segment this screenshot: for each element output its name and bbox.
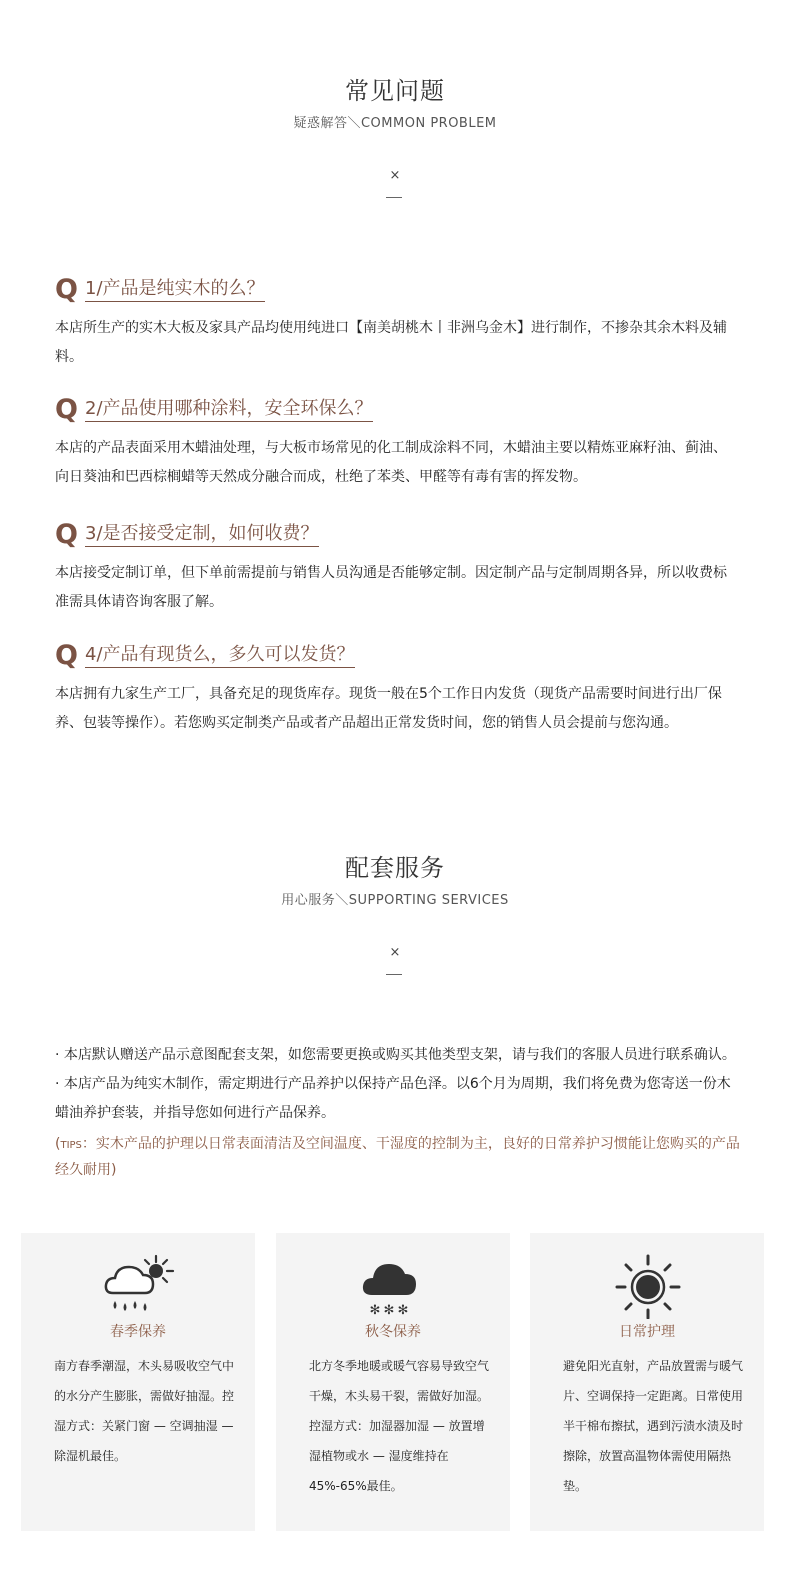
service-item-1: · 本店默认赠送产品示意图配套支架，如您需要更换或购买其他类型支架，请与我们的客服人员进行联系确认。 xyxy=(55,1047,736,1063)
card-autumn-winter-title: 秋冬保养 xyxy=(365,1324,421,1340)
q-icon: Q xyxy=(55,640,78,671)
service-list xyxy=(55,1041,740,1182)
faq-divider-line xyxy=(386,197,402,198)
card-spring-title: 春季保养 xyxy=(110,1324,166,1340)
faq-item-1 xyxy=(55,274,740,372)
faq-question-1: 1/产品是纯实木的么？ xyxy=(85,278,265,302)
faq-answer-2: 本店的产品表面采用木蜡油处理，与大板市场常见的化工制成涂料不同，木蜡油主要以精炼亚麻籽油、蓟油、向日葵油和巴西棕榈蜡等天然成分融合而成，杜绝了苯类、甲醛等有毒有害的挥发物。 xyxy=(55,440,727,485)
faq-section-title: 常见问题 xyxy=(345,77,445,105)
card-autumn-winter-body: 北方冬季地暖或暖气容易导致空气干燥，木头易干裂，需做好加湿。控湿方式：加湿器加湿 — 放置增湿植物或水 — 湿度维持在45%-65%最佳。 xyxy=(309,1359,490,1493)
card-daily xyxy=(530,1233,764,1531)
service-tips xyxy=(55,1132,740,1182)
tips-prefix: ( xyxy=(55,1136,61,1152)
faq-section-header xyxy=(0,76,790,131)
tips-text: ：实木产品的护理以日常表面清洁及空间温度、干湿度的控制为主，良好的日常养护习惯能让您购买的产品经久耐用) xyxy=(55,1136,740,1178)
faq-answer-3: 本店接受定制订单，但下单前需提前与销售人员沟通是否能够定制。因定制产品与定制周期各异，所以收费标准需具体请咨询客服了解。 xyxy=(55,565,727,610)
snow-cloud-icon xyxy=(358,1253,430,1319)
faq-item-4 xyxy=(55,640,740,738)
faq-section-subtitle: 疑惑解答＼COMMON PROBLEM xyxy=(293,116,497,131)
faq-question-2: 2/产品使用哪种涂料，安全环保么？ xyxy=(85,398,373,422)
svg-text:✻: ✻ xyxy=(369,1303,381,1318)
service-section-title: 配套服务 xyxy=(345,854,445,882)
service-divider-line xyxy=(386,974,402,975)
sun-icon xyxy=(612,1253,684,1319)
faq-item-3 xyxy=(55,519,740,617)
faq-divider-x: × xyxy=(389,168,401,183)
service-item-2: · 本店产品为纯实木制作，需定期进行产品养护以保持产品色泽。以6个月为周期，我们将免费为您寄送一份木蜡油养护套装，并指导您如何进行产品保养。 xyxy=(55,1076,731,1121)
card-daily-title: 日常护理 xyxy=(619,1324,675,1340)
service-section-subtitle: 用心服务＼SUPPORTING SERVICES xyxy=(281,893,509,908)
svg-text:✻: ✻ xyxy=(397,1303,409,1318)
card-spring xyxy=(21,1233,255,1531)
tips-label: TIPS xyxy=(60,1140,82,1151)
q-icon: Q xyxy=(55,394,78,425)
q-icon: Q xyxy=(55,274,78,305)
faq-answer-1: 本店所生产的实木大板及家具产品均使用纯进口【南美胡桃木丨非洲乌金木】进行制作，不掺杂其余木料及辅料。 xyxy=(55,320,727,365)
faq-item-2 xyxy=(55,394,740,492)
service-section-header xyxy=(0,853,790,908)
rain-sun-icon xyxy=(103,1253,175,1319)
svg-text:✻: ✻ xyxy=(383,1303,395,1318)
card-autumn-winter xyxy=(276,1233,510,1531)
card-spring-body: 南方春季潮湿，木头易吸收空气中的水分产生膨胀，需做好抽湿。控湿方式：关紧门窗 — 空调抽湿 —除湿机最佳。 xyxy=(54,1359,235,1463)
faq-question-3: 3/是否接受定制，如何收费？ xyxy=(85,523,319,547)
q-icon: Q xyxy=(55,519,78,550)
faq-question-4: 4/产品有现货么，多久可以发货？ xyxy=(85,644,355,668)
service-divider-x: × xyxy=(389,945,401,960)
card-daily-body: 避免阳光直射，产品放置需与暖气片、空调保持一定距离。日常使用半干棉布擦拭，遇到污渍水渍及时擦除，放置高温物体需使用隔热垫。 xyxy=(563,1359,744,1493)
faq-answer-4: 本店拥有九家生产工厂，具备充足的现货库存。现货一般在5个工作日内发货（现货产品需要时间进行出厂保养、包装等操作）。若您购买定制类产品或者产品超出正常发货时间，您的销售人员会提前与您沟通。 xyxy=(55,686,722,731)
